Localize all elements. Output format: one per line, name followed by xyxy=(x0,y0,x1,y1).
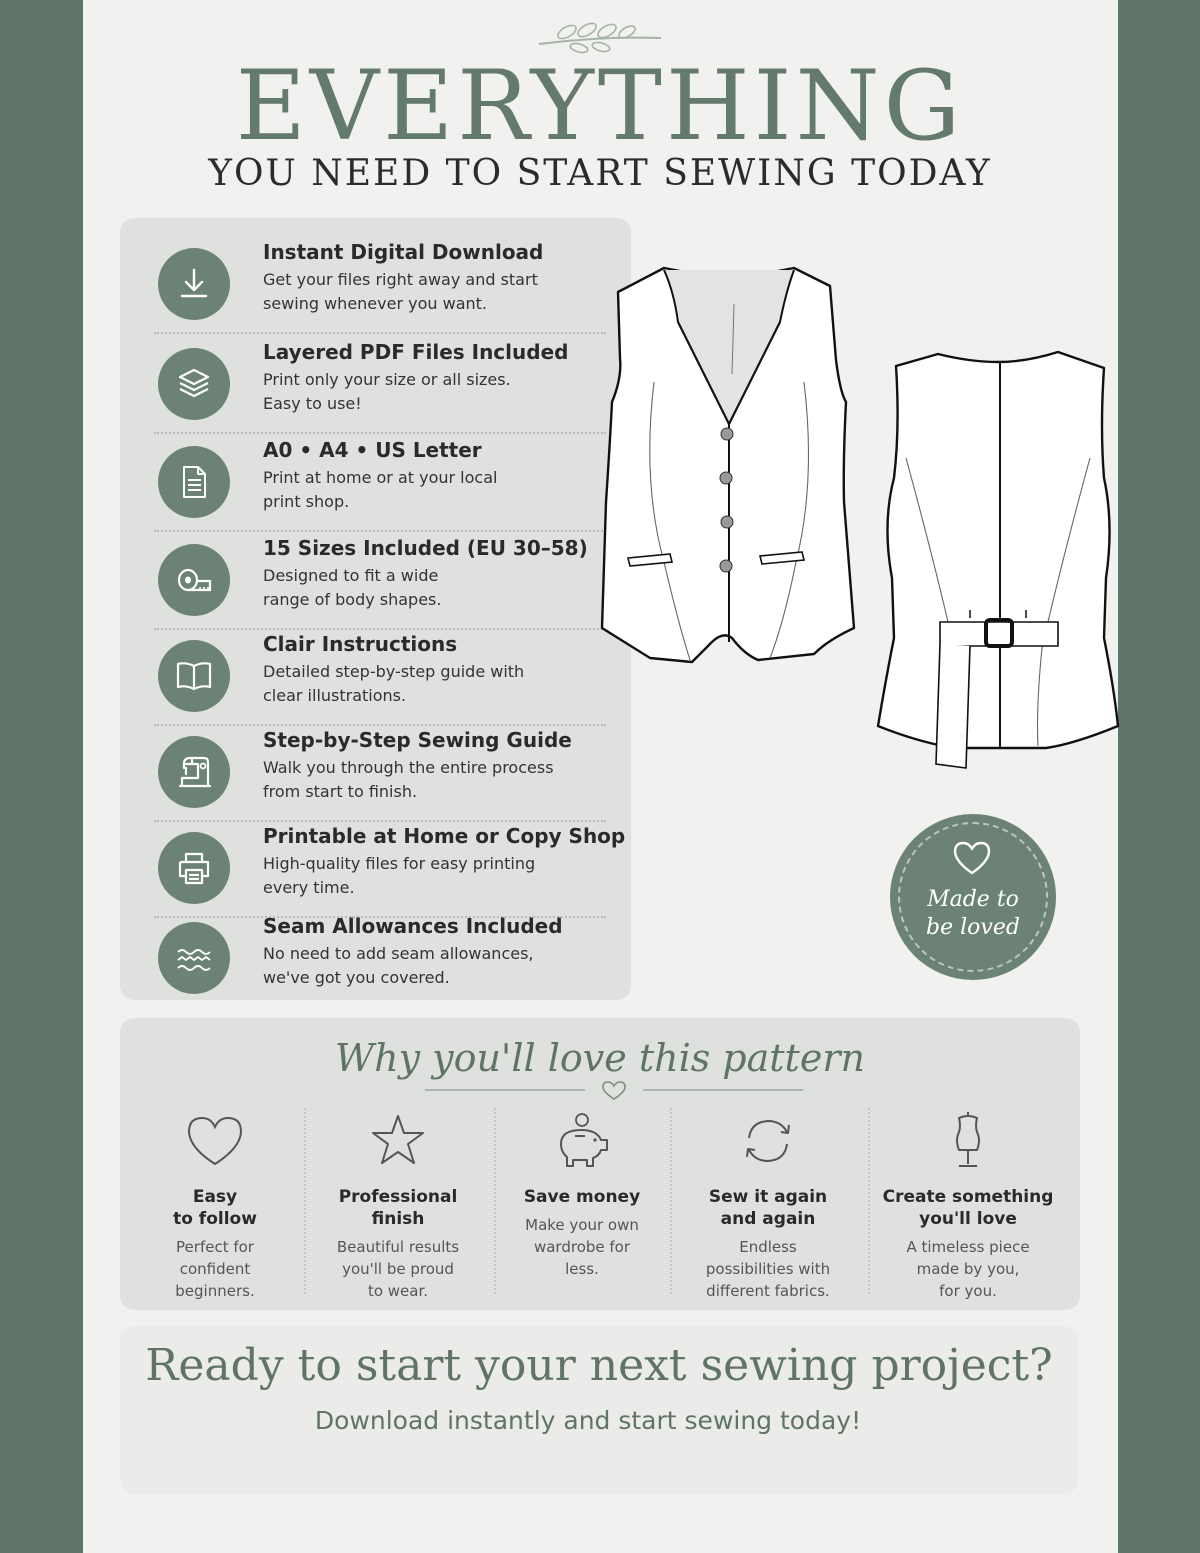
made-to-be-loved-badge xyxy=(890,814,1056,980)
dress-form-icon xyxy=(937,1110,999,1172)
vest-front-illustration xyxy=(598,262,860,664)
feature-item-instructions xyxy=(154,632,606,728)
leaf-sprig-icon xyxy=(535,14,665,54)
printer-icon xyxy=(158,832,230,904)
benefit-title: Professional finish xyxy=(338,1187,458,1229)
feature-description: Designed to fit a wide range of body shapes. xyxy=(263,566,442,609)
feature-item-seam-allowances xyxy=(154,914,606,1010)
open-book-icon xyxy=(158,640,230,712)
feature-description: Walk you through the entire process from start to finish. xyxy=(263,758,554,801)
cta-panel xyxy=(120,1326,1078,1494)
feature-item-sizes xyxy=(154,536,606,632)
download-icon xyxy=(158,248,230,320)
badge-text: Made to be loved xyxy=(926,887,1020,940)
feature-title: Seam Allowances Included xyxy=(263,914,563,938)
feature-title: Printable at Home or Copy Shop xyxy=(263,824,626,848)
benefit-description: Endless possibilities with different fabrics. xyxy=(705,1238,831,1300)
divider xyxy=(670,1108,672,1294)
layers-icon xyxy=(158,348,230,420)
measuring-tape-icon xyxy=(158,544,230,616)
benefit-easy xyxy=(140,1110,290,1300)
divider xyxy=(154,724,606,726)
heart-divider-icon xyxy=(425,1078,803,1102)
refresh-icon xyxy=(737,1110,799,1172)
feature-title: Clair Instructions xyxy=(263,632,458,656)
divider xyxy=(154,530,606,532)
why-panel xyxy=(120,1018,1080,1310)
feature-title: A0 • A4 • US Letter xyxy=(263,438,482,462)
divider xyxy=(304,1108,306,1294)
feature-description: Get your files right away and start sewing whenever you want. xyxy=(263,270,538,313)
heart-icon xyxy=(184,1110,246,1172)
benefit-description: Make your own wardrobe for less. xyxy=(525,1216,639,1278)
divider xyxy=(154,820,606,822)
divider xyxy=(868,1108,870,1294)
divider xyxy=(154,628,606,630)
feature-description: High-quality files for easy printing every time. xyxy=(263,854,536,897)
feature-title: Layered PDF Files Included xyxy=(263,340,569,364)
seam-icon xyxy=(158,922,230,994)
cta-title: Ready to start your next sewing project? xyxy=(145,1340,1053,1391)
sewing-machine-icon xyxy=(158,736,230,808)
feature-description: No need to add seam allowances, we've got you covered. xyxy=(263,944,534,987)
benefit-description: A timeless piece made by you, for you. xyxy=(906,1238,1030,1300)
cta-subtitle: Download instantly and start sewing today! xyxy=(314,1406,862,1435)
benefit-description: Perfect for confident beginners. xyxy=(175,1238,255,1300)
vest-back-illustration xyxy=(874,348,1122,770)
divider xyxy=(494,1108,496,1294)
star-icon xyxy=(367,1110,429,1172)
piggy-bank-icon xyxy=(551,1110,613,1172)
feature-item-download xyxy=(154,240,606,336)
heart-icon xyxy=(952,840,992,876)
feature-item-sewing-guide xyxy=(154,728,606,824)
feature-title: 15 Sizes Included (EU 30–58) xyxy=(263,536,588,560)
feature-description: Print at home or at your local print shop. xyxy=(263,468,498,511)
feature-description: Detailed step-by-step guide with clear illustrations. xyxy=(263,662,525,705)
feature-title: Step-by-Step Sewing Guide xyxy=(263,728,572,752)
page-subtitle: YOU NEED TO START SEWING TODAY xyxy=(208,153,992,194)
features-panel xyxy=(120,218,631,1000)
feature-item-paper-sizes xyxy=(154,438,606,534)
benefit-save-money xyxy=(508,1110,656,1300)
page-title: EVERYTHING xyxy=(235,50,965,162)
divider xyxy=(154,332,606,334)
document-icon xyxy=(158,446,230,518)
benefit-description: Beautiful results you'll be proud to wear. xyxy=(336,1238,460,1300)
benefit-title: Easy to follow xyxy=(173,1187,257,1229)
divider xyxy=(154,432,606,434)
benefit-sew-again xyxy=(686,1110,850,1300)
benefit-professional xyxy=(318,1110,478,1300)
feature-item-layered-pdf xyxy=(154,340,606,436)
feature-title: Instant Digital Download xyxy=(263,240,544,264)
feature-item-printable xyxy=(154,824,626,920)
benefit-title: Save money xyxy=(523,1187,641,1207)
feature-description: Print only your size or all sizes. Easy to use! xyxy=(263,370,511,413)
benefit-create xyxy=(880,1110,1056,1300)
benefit-title: Create something you'll love xyxy=(882,1187,1054,1229)
benefit-title: Sew it again and again xyxy=(708,1187,828,1229)
why-title: Why you'll love this pattern xyxy=(335,1036,865,1080)
